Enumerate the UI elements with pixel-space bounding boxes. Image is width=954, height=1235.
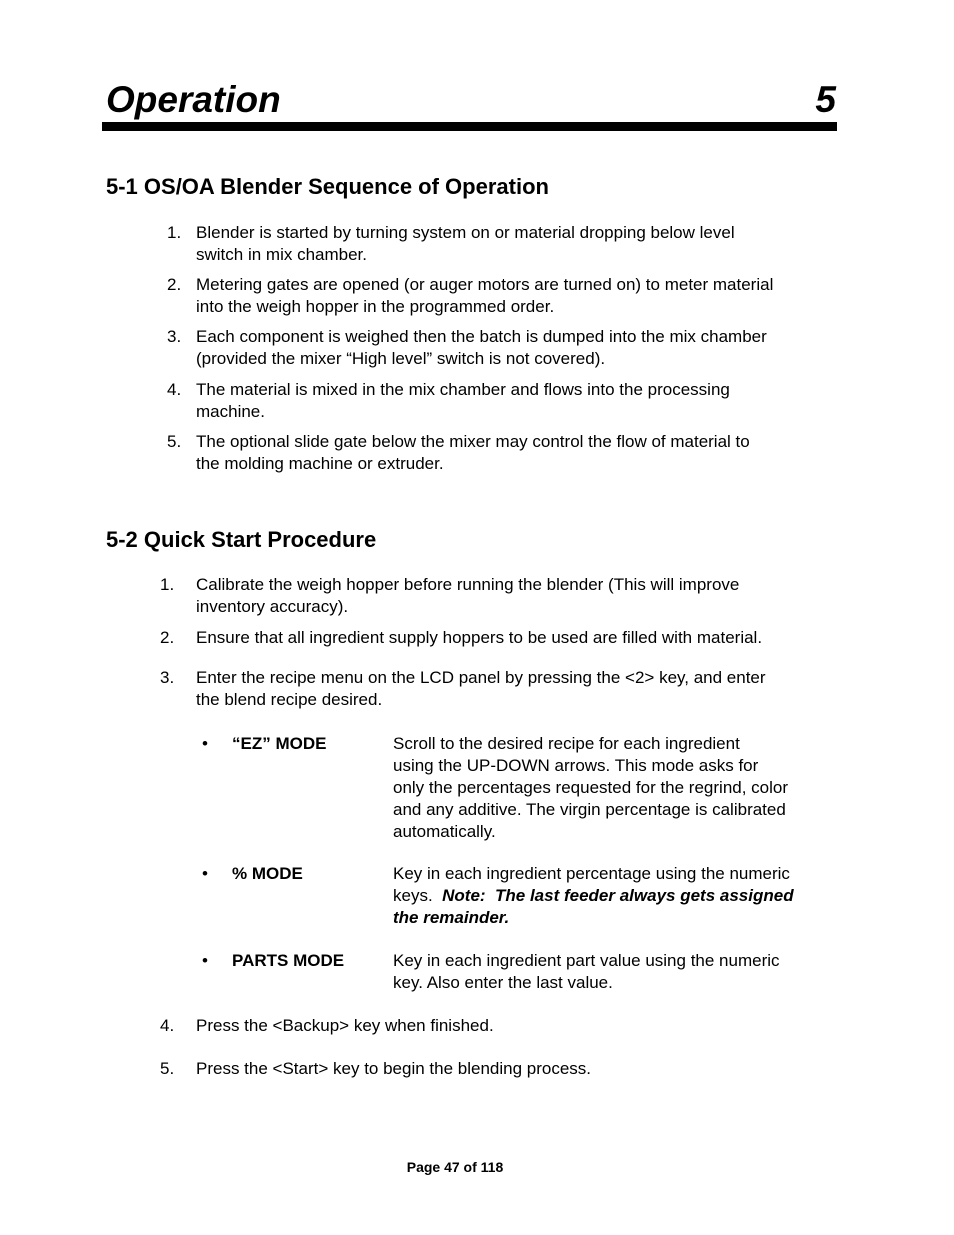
list-text-line: Metering gates are opened (or auger motors are turned on) to meter material xyxy=(196,275,774,294)
list-text-line: (provided the mixer “High level” switch is not covered). xyxy=(196,349,606,368)
mode-desc-line xyxy=(393,885,843,907)
list-number: 5. xyxy=(167,432,182,451)
list-number: 3. xyxy=(160,668,175,687)
chapter-number: 5 xyxy=(815,79,836,120)
list-number: 4. xyxy=(167,380,182,399)
section-heading-5-2: 5-2 Quick Start Procedure xyxy=(106,527,377,552)
chapter-rule xyxy=(102,122,837,131)
mode-desc-line: Key in each ingredient percentage using the numeric xyxy=(393,864,790,883)
mode-desc-line: and any additive. The virgin percentage is calibrated xyxy=(393,800,786,819)
list-text-line: the molding machine or extruder. xyxy=(196,454,444,473)
section-heading-5-1: 5-1 OS/OA Blender Sequence of Operation xyxy=(106,174,549,199)
mode-desc-line: Key in each ingredient part value using the numeric xyxy=(393,951,780,970)
mode-desc-prefix: keys. xyxy=(393,886,443,905)
list-number: 3. xyxy=(167,327,182,346)
list-text-line: Each component is weighed then the batch is dumped into the mix chamber xyxy=(196,327,767,346)
list-text-line: inventory accuracy). xyxy=(196,597,349,616)
list-text-line: The material is mixed in the mix chamber and flows into the processing xyxy=(196,380,730,399)
list-text-line: the blend recipe desired. xyxy=(196,690,383,709)
list-number: 1. xyxy=(160,575,175,594)
mode-desc-line: automatically. xyxy=(393,822,496,841)
list-text-line: machine. xyxy=(196,402,265,421)
bullet: • xyxy=(202,864,208,883)
list-text-line: switch in mix chamber. xyxy=(196,245,367,264)
list-number: 2. xyxy=(167,275,182,294)
chapter-title: Operation xyxy=(106,79,281,120)
mode-desc-line: key. Also enter the last value. xyxy=(393,973,613,992)
bullet: • xyxy=(202,951,208,970)
page-number: Page 47 of 118 xyxy=(406,1159,504,1175)
list-text-line: Calibrate the weigh hopper before running the blender (This will improve xyxy=(196,575,740,594)
list-number: 2. xyxy=(160,628,175,647)
chapter-header xyxy=(104,78,836,122)
mode-name: “EZ” MODE xyxy=(232,734,327,753)
list-text-line: The optional slide gate below the mixer may control the flow of material to xyxy=(196,432,750,451)
list-text-line: Ensure that all ingredient supply hoppers to be used are filled with material. xyxy=(196,628,763,647)
mode-name: PARTS MODE xyxy=(232,951,345,970)
list-number: 5. xyxy=(160,1059,175,1078)
list-text-line: Enter the recipe menu on the LCD panel by pressing the <2> key, and enter xyxy=(196,668,766,687)
list-text-line: Press the <Start> key to begin the blending process. xyxy=(196,1059,592,1078)
list-text-line: into the weigh hopper in the programmed order. xyxy=(196,297,555,316)
mode-desc-line: using the UP-DOWN arrows. This mode asks for xyxy=(393,756,759,775)
list-text-line: Press the <Backup> key when finished. xyxy=(196,1016,494,1035)
mode-desc-line: Scroll to the desired recipe for each ingredient xyxy=(393,734,740,753)
mode-desc-line: only the percentages requested for the regrind, color xyxy=(393,778,789,797)
mode-name: % MODE xyxy=(232,864,303,883)
list-text-line: Blender is started by turning system on or material dropping below level xyxy=(196,223,735,242)
list-number: 4. xyxy=(160,1016,175,1035)
list-number: 1. xyxy=(167,223,182,242)
mode-note-line: the remainder. xyxy=(393,908,510,927)
bullet: • xyxy=(202,734,208,753)
mode-note: Note: The last feeder always gets assigned xyxy=(442,886,794,905)
